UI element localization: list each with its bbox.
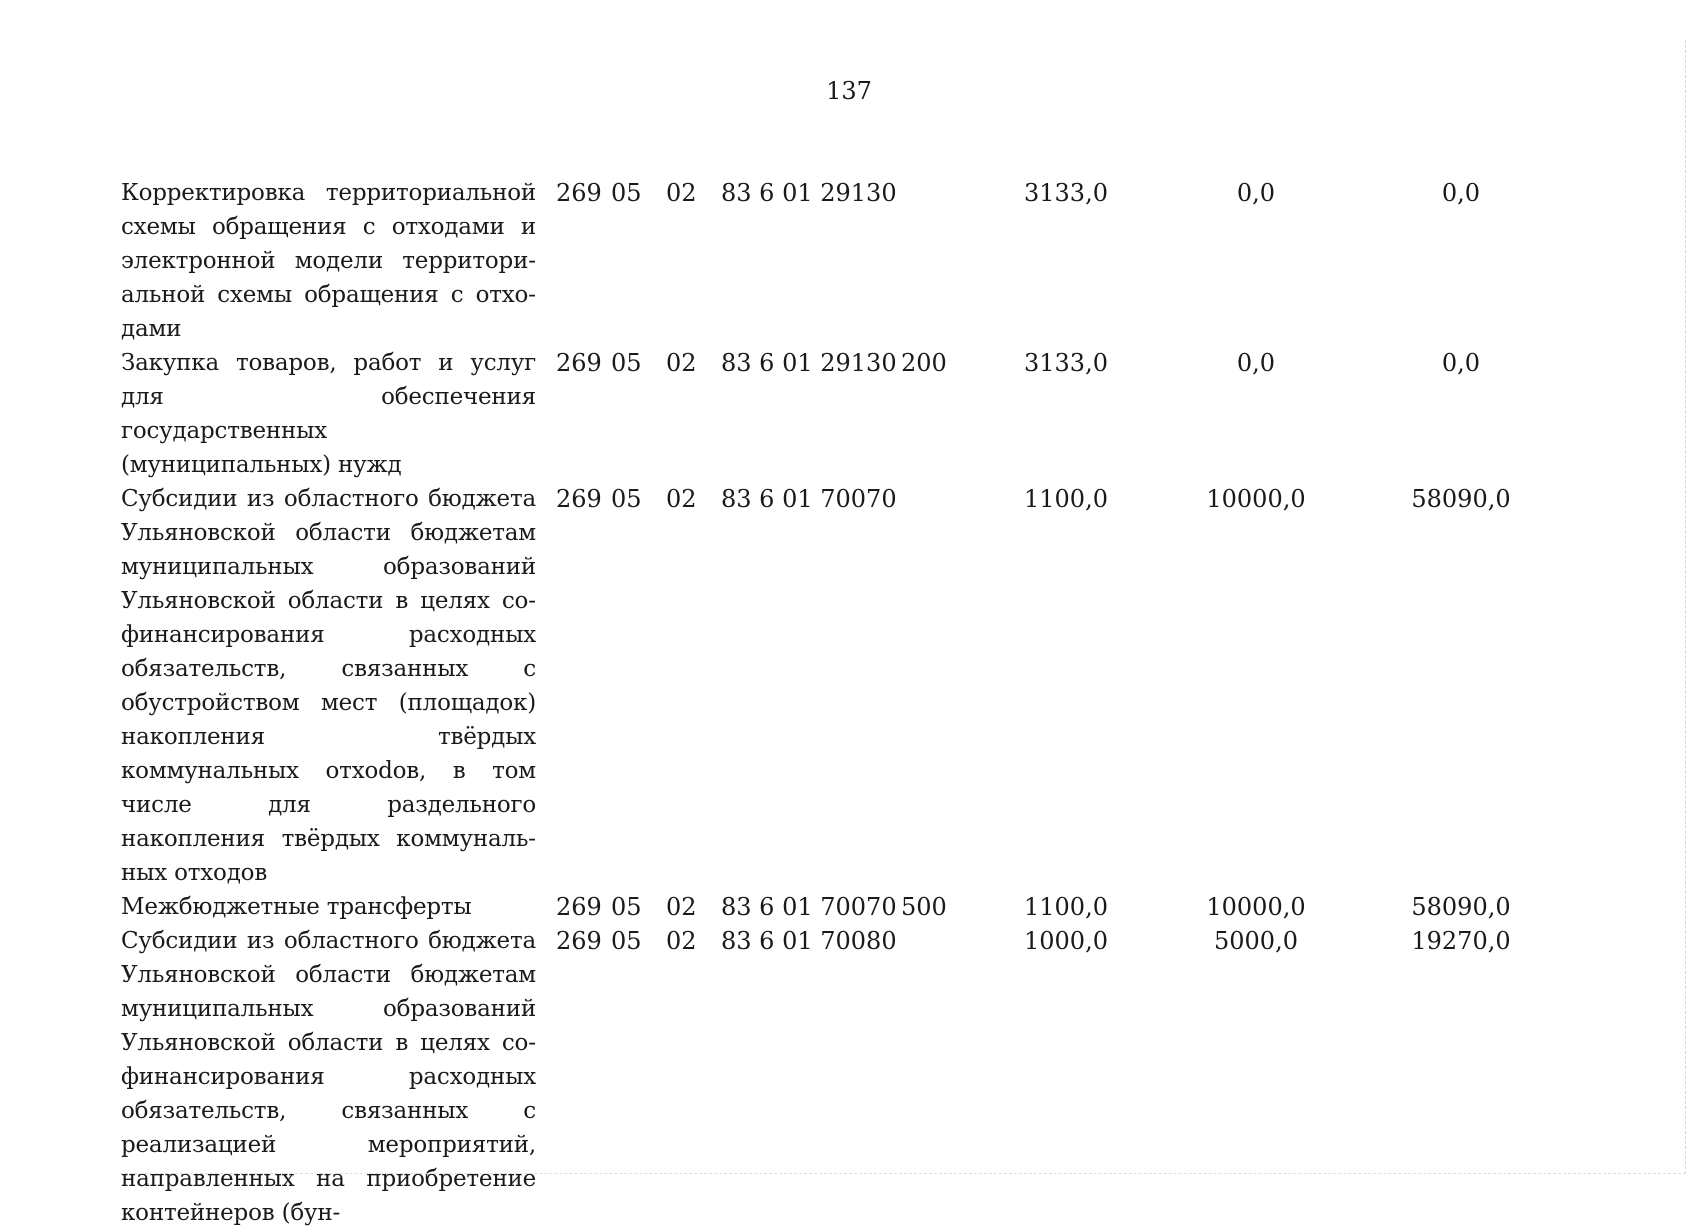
row-ministry-code: 269: [556, 927, 602, 955]
budget-table: [121, 176, 1571, 1230]
row-section-code: 05: [611, 179, 642, 207]
row-value-1: 1100,0: [1024, 485, 1108, 513]
table-row: [121, 176, 1571, 346]
row-section-code: 05: [611, 927, 642, 955]
row-value-3: 58090,0: [1411, 485, 1511, 513]
row-name: Закупка товаров, работ и услуг для обеспечения государственных (муниципальных) нужд: [121, 350, 536, 478]
table-row: [121, 924, 1571, 1230]
row-section-code: 05: [611, 485, 642, 513]
row-target-article: 83 6 01 29130: [721, 179, 897, 207]
row-name: Корректировка территориальной схемы обращения с отходами и электронной модели территориальной схемы обращения с отходами: [121, 180, 536, 342]
table-row: [121, 890, 1571, 924]
row-ministry-code: 269: [556, 485, 602, 513]
row-value-1: 1100,0: [1024, 893, 1108, 921]
row-value-2: 10000,0: [1206, 893, 1306, 921]
row-section-code: 05: [611, 349, 642, 377]
row-value-2: 0,0: [1236, 349, 1276, 377]
row-ministry-code: 269: [556, 893, 602, 921]
row-ministry-code: 269: [556, 349, 602, 377]
row-expense-type: [901, 176, 971, 346]
scan-bottom-line: [120, 1173, 1686, 1174]
row-value-3: 0,0: [1441, 349, 1481, 377]
row-subsection-code: 02: [666, 179, 697, 207]
row-value-2: 5000,0: [1214, 927, 1298, 955]
row-subsection-code: 02: [666, 927, 697, 955]
row-expense-type: 200: [901, 349, 947, 377]
row-target-article: 83 6 01 70080: [721, 927, 897, 955]
row-target-article: 83 6 01 70070: [721, 485, 897, 513]
row-name: Межбюджетные трансферты: [121, 894, 472, 920]
row-expense-type: [901, 482, 971, 890]
row-ministry-code: 269: [556, 179, 602, 207]
page-number: 137: [826, 77, 872, 105]
scan-edge-line: [1685, 40, 1686, 1174]
row-name: Субсидии из областного бюджета Ульяновской области бюджетам муниципальных образований Ульяновской области в целях софинансирования расходных обязательств, связанных с обустройством мест (площадок) накопления твёрдых коммунальных отхоdов, в том числе для раздельного накопления твёрдых коммунальных отходов: [121, 486, 536, 886]
row-value-1: 3133,0: [1024, 349, 1108, 377]
row-value-3: 19270,0: [1411, 927, 1511, 955]
row-name: Субсидии из областного бюджета Ульяновской области бюджетам муниципальных образований Ульяновской области в целях софинансирования расходных обязательств, связанных с реализацией мероприятий, направленных на приобретение контейнеров (бун-: [121, 928, 536, 1226]
row-subsection-code: 02: [666, 349, 697, 377]
row-expense-type: [901, 924, 971, 1230]
row-section-code: 05: [611, 893, 642, 921]
row-value-1: 3133,0: [1024, 179, 1108, 207]
table-row: [121, 482, 1571, 890]
row-subsection-code: 02: [666, 485, 697, 513]
row-target-article: 83 6 01 70070: [721, 893, 897, 921]
row-value-1: 1000,0: [1024, 927, 1108, 955]
row-value-2: 10000,0: [1206, 485, 1306, 513]
row-value-3: 58090,0: [1411, 893, 1511, 921]
row-expense-type: 500: [901, 893, 947, 921]
row-target-article: 83 6 01 29130: [721, 349, 897, 377]
row-subsection-code: 02: [666, 893, 697, 921]
row-value-3: 0,0: [1441, 179, 1481, 207]
row-value-2: 0,0: [1236, 179, 1276, 207]
table-row: [121, 346, 1571, 482]
